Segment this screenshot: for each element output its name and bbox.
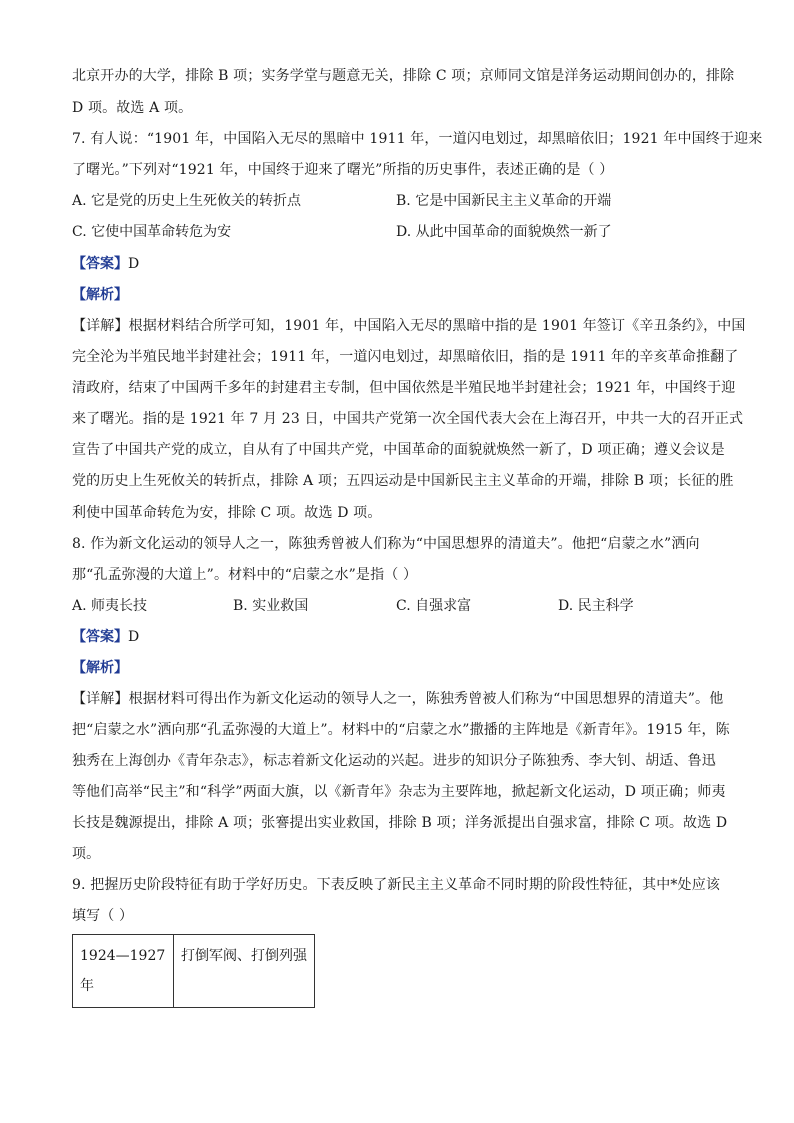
q8-option-a: A. 师夷长技 xyxy=(72,598,148,614)
q7-analysis-tag: 【解析】 xyxy=(72,287,128,303)
intro-line: D 项。故选 A 项。 xyxy=(72,100,193,116)
q9-table xyxy=(72,934,315,1008)
q7-option-b: B. 它是中国新民主主义革命的开端 xyxy=(396,193,612,209)
q9-stem: 9. 把握历史阶段特征有助于学好历史。下表反映了新民主主义革命不同时期的阶段性特征，其中*处应该 xyxy=(72,877,721,893)
q7-detail-line: 来了曙光。指的是 1921 年 7 月 23 日，中国共产党第一次全国代表大会在上海召开，中共一大的召开正式 xyxy=(72,411,744,427)
q7-option-d: D. 从此中国革命的面貌焕然一新了 xyxy=(396,224,612,240)
answer-tag: 【答案】 xyxy=(72,629,128,645)
q8-answer xyxy=(72,627,139,647)
q8-analysis-tag: 【解析】 xyxy=(72,660,128,676)
table-cell-period: 1924—1927 年 xyxy=(73,935,174,1008)
q8-detail-line: 【详解】根据材料可得出作为新文化运动的领导人之一，陈独秀曾被人们称为“中国思想界的清道夫”。他 xyxy=(72,691,724,707)
q8-stem: 8. 作为新文化运动的领导人之一，陈独秀曾被人们称为“中国思想界的清道夫”。他把“启蒙之水”洒向 xyxy=(72,536,700,552)
table-cell-feature: 打倒军阀、打倒列强 xyxy=(174,935,315,1008)
q7-stem: 7. 有人说：“1901 年，中国陷入无尽的黑暗中 1911 年，一道闪电划过，却黑暗依旧；1921 年中国终于迎来 xyxy=(72,131,763,147)
q8-stem: 那“孔孟弥漫的大道上”。材料中的“启蒙之水”是指（ ） xyxy=(72,567,418,583)
q8-detail-line: 等他们高举“民主”和“科学”两面大旗，以《新青年》杂志为主要阵地，掀起新文化运动，D 项正确；师夷 xyxy=(72,784,726,800)
q8-option-b: B. 实业救国 xyxy=(233,598,309,614)
q7-option-c: C. 它使中国革命转危为安 xyxy=(72,224,232,240)
q7-detail-line: 利使中国革命转危为安，排除 C 项。故选 D 项。 xyxy=(72,505,382,521)
q7-detail-line: 【详解】根据材料结合所学可知，1901 年，中国陷入无尽的黑暗中指的是 1901 年签订《辛丑条约》，中国 xyxy=(72,318,746,334)
q7-detail-line: 党的历史上生死攸关的转折点，排除 A 项；五四运动是中国新民主主义革命的开端，排除 B 项；长征的胜 xyxy=(72,473,734,489)
q7-stem: 了曙光。”下列对“1921 年，中国终于迎来了曙光”所指的历史事件，表述正确的是（ ） xyxy=(72,162,614,178)
q8-detail-line: 长技是魏源提出，排除 A 项；张謇提出实业救国，排除 B 项；洋务派提出自强求富，排除 C 项。故选 D xyxy=(72,815,728,831)
answer-value: D xyxy=(128,256,140,272)
q8-detail-line: 项。 xyxy=(72,846,101,862)
answer-tag: 【答案】 xyxy=(72,256,128,272)
q8-option-d: D. 民主科学 xyxy=(558,598,634,614)
q8-detail-line: 独秀在上海创办《青年杂志》，标志着新文化运动的兴起。进步的知识分子陈独秀、李大钊、胡适、鲁迅 xyxy=(72,753,716,769)
q9-stem: 填写（ ） xyxy=(72,908,134,924)
answer-value: D xyxy=(128,629,140,645)
q7-option-a: A. 它是党的历史上生死攸关的转折点 xyxy=(72,193,302,209)
q7-detail-line: 宣告了中国共产党的成立，自从有了中国共产党，中国革命的面貌就焕然一新了，D 项正确；遵义会议是 xyxy=(72,442,725,458)
q7-detail-line: 完全沦为半殖民地半封建社会；1911 年，一道闪电划过，却黑暗依旧，指的是 1911 年的辛亥革命推翻了 xyxy=(72,349,739,365)
q7-detail-line: 清政府，结束了中国两千多年的封建君主专制，但中国依然是半殖民地半封建社会；1921 年，中国终于迎 xyxy=(72,380,736,396)
intro-line: 北京开办的大学，排除 B 项；实务学堂与题意无关，排除 C 项；京师同文馆是洋务运动期间创办的，排除 xyxy=(72,68,735,84)
q8-option-c: C. 自强求富 xyxy=(396,598,472,614)
table-row xyxy=(73,935,315,1008)
q7-answer xyxy=(72,254,139,274)
q8-detail-line: 把“启蒙之水”洒向那“孔孟弥漫的大道上”。材料中的“启蒙之水”撒播的主阵地是《新青年》。1915 年，陈 xyxy=(72,722,730,738)
